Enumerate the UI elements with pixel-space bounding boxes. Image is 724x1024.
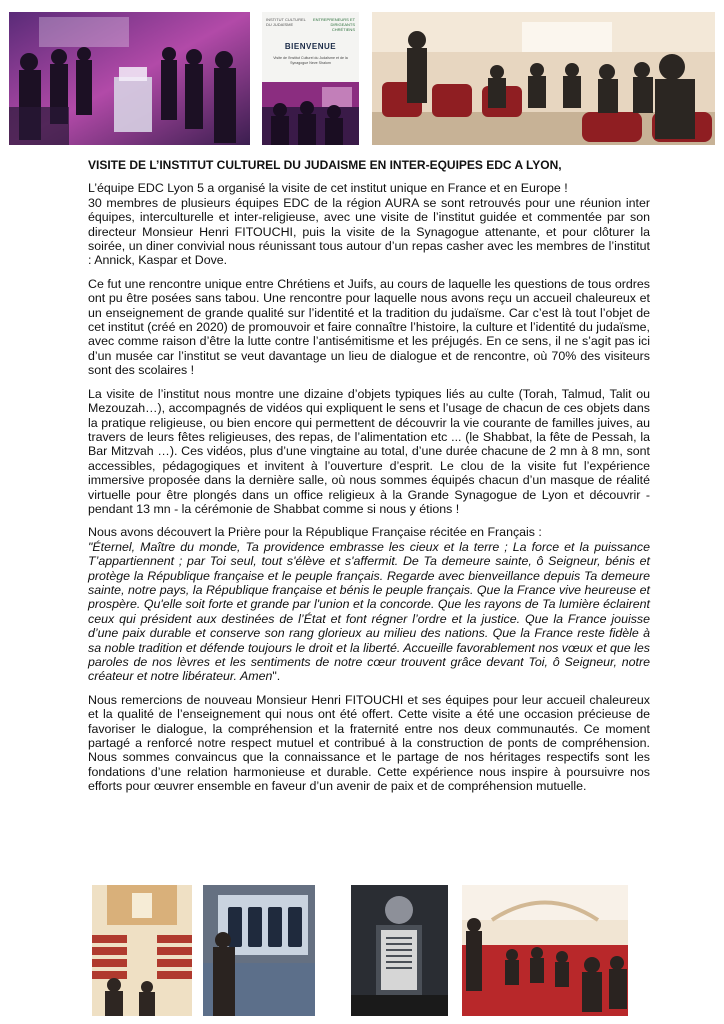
page-title: VISITE DE L’INSTITUT CULTUREL DU JUDAISME EN INTER-EQUIPES EDC A LYON, <box>88 158 562 172</box>
paragraph-thanks: Nous remercions de nouveau Monsieur Henri FITOUCHI et ses équipes pour leur accueil chaleureux et la qualité de l’enseignement qui nous ont été offert. Cette visite a été une occasion précieuse de favoriser le dialogue, la compréhension et la fraternité entre nos deux communautés. Ce moment partagé a renforcé notre respect mutuel et contribué à la construction de ponts de compréhension. Nous sommes convaincus que la connaissance et le partage de nos héritages respectifs sont les fondations d’une relation harmonieuse et durable. Cette expérience nous inspire à poursuivre nos efforts pour œuvrer ensemble en faveur d’un avenir de paix et de compréhension mutuelle. <box>88 692 650 794</box>
paragraph-intro <box>88 181 650 267</box>
intro-first-line: L’équipe EDC Lyon 5 a organisé la visite de cet institut unique en France et en Europe ! <box>88 181 568 196</box>
photo-conference-room-audience <box>372 12 715 145</box>
prayer-intro: Nous avons découvert la Prière pour la République Française récitée en Français : <box>88 525 542 540</box>
photo-group-visit-purple-room <box>9 12 250 145</box>
welcome-heading: BIENVENUE <box>284 42 337 51</box>
prayer-quote: "Éternel, Maître du monde, Ta providence embrasse les cieux et la terre ; La force et la puissance T’appartiennent ; par Toi seul, tout s'élève et s'affermit. De Ta demeure sainte, ô Seigneur, bénis et protège la République française et le peuple français. Regarde avec bienveillance depuis Ta demeure sainte, notre pays, la République française et bénis le peuple français. Que la France vive heureuse et prospère. Qu'elle soit forte et grande par l'union et la concorde. Que les rayons de Ta lumière éclairent ceux qui président aux destinées de l’État et font régner l’ordre et la justice. Que la France jouisse d’une paix durable et conserve son rang glorieux au milieu des nations. Que la France reste fidèle à sa noble tradition et défende toujours le droit et la liberté. Accueille favorablement nos vœux et que les paroles de nos lèvres et les sentiments de notre cœur trouvent grâce devant Toi, ô Seigneur, notre créateur et notre libérateur. Amen <box>88 539 650 684</box>
photo-synagogue-gathering <box>462 885 628 1016</box>
welcome-subtext: Visite de l'Institut Culturel du Judaïsme et de la Synagogue Neve Shalom <box>273 56 348 65</box>
photo-monument-tablet <box>351 885 448 1016</box>
photo-welcome-sign <box>262 12 359 82</box>
prayer-quote-end: ". <box>272 669 281 684</box>
intro-body: 30 membres de plusieurs équipes EDC de la région AURA se sont retrouvés pour une réunion inter équipes, interculturelle et inter-religieuse, avec une visite de l’institut guidée et commentée par son directeur Monsieur Henri FITOUCHI, puis la visite de la Synagogue attenante, et pour clôturer la soirée, un diner convivial nous réunissant tous autour d’un repas casher avec les membres de l’institut : Annick, Kaspar et Dove. <box>88 195 650 268</box>
edc-logo-text: ENTREPRENEURS ET DIRIGEANTS CHRÉTIENS <box>313 17 355 32</box>
paragraph-prayer <box>88 525 650 683</box>
photo-group-in-purple-light <box>262 82 359 145</box>
photo-torah-display <box>203 885 315 1016</box>
paragraph-meeting: Ce fut une rencontre unique entre Chrétiens et Juifs, au cours de laquelle les questions de tous ordres ont pu être posées sans tabou. Une rencontre pour laquelle nous avons reçu un accueil chaleureux et un enseignement de grande qualité sur l’identité et la tradition du judaïsme. Car c’est là tout l’objet de cet institut (créé en 2020) de promouvoir et faire connaître l’histoire, la culture et l’identité du judaïsme, avec comme raison d’être la lutte contre l’antisémitisme et les préjugés. En ce sens, il ne s’agit pas ici d’un musée car l’institut se veut davantage un lieu de dialogue et de rencontre, où 70% des visiteurs sont des scolaires ! <box>88 276 651 378</box>
institut-logo-text: INSTITUT CULTUREL DU JUDAÏSME <box>266 17 306 27</box>
article-body <box>88 158 650 803</box>
paragraph-visit: La visite de l’institut nous montre une dizaine d’objets typiques liés au culte (Torah, Talmud, Talit ou Mezouzah…), accompagnés de vidéos qui expliquent le sens et l’usage de chacun de ces objets dans la pratique religieuse, ou bien encore qui permettent de découvrir la vie courante de familles juives, au travers de leurs fêtes religieuses, des repas, de l’alimentation etc ... (le Shabbat, la fête de Pessah, la Bar Mitzvah …). Ces vidéos, plus d’une vingtaine au total, d’une durée chacune de 2 mn à 8 mn, sont accessibles, pédagogiques et invitent à l’ouverture d’esprit. Le clou de la visite fut l’expérience immersive proposée dans la dernière salle, où nous sommes équipés chacun d’un masque de réalité virtuelle pour être plongés dans un office religieux à la Grande Synagogue de Lyon et découvrir - pendant 13 mn - la cérémonie de Shabbat comme si nous y étions ! <box>88 386 650 516</box>
photo-synagogue-interior <box>92 885 192 1016</box>
